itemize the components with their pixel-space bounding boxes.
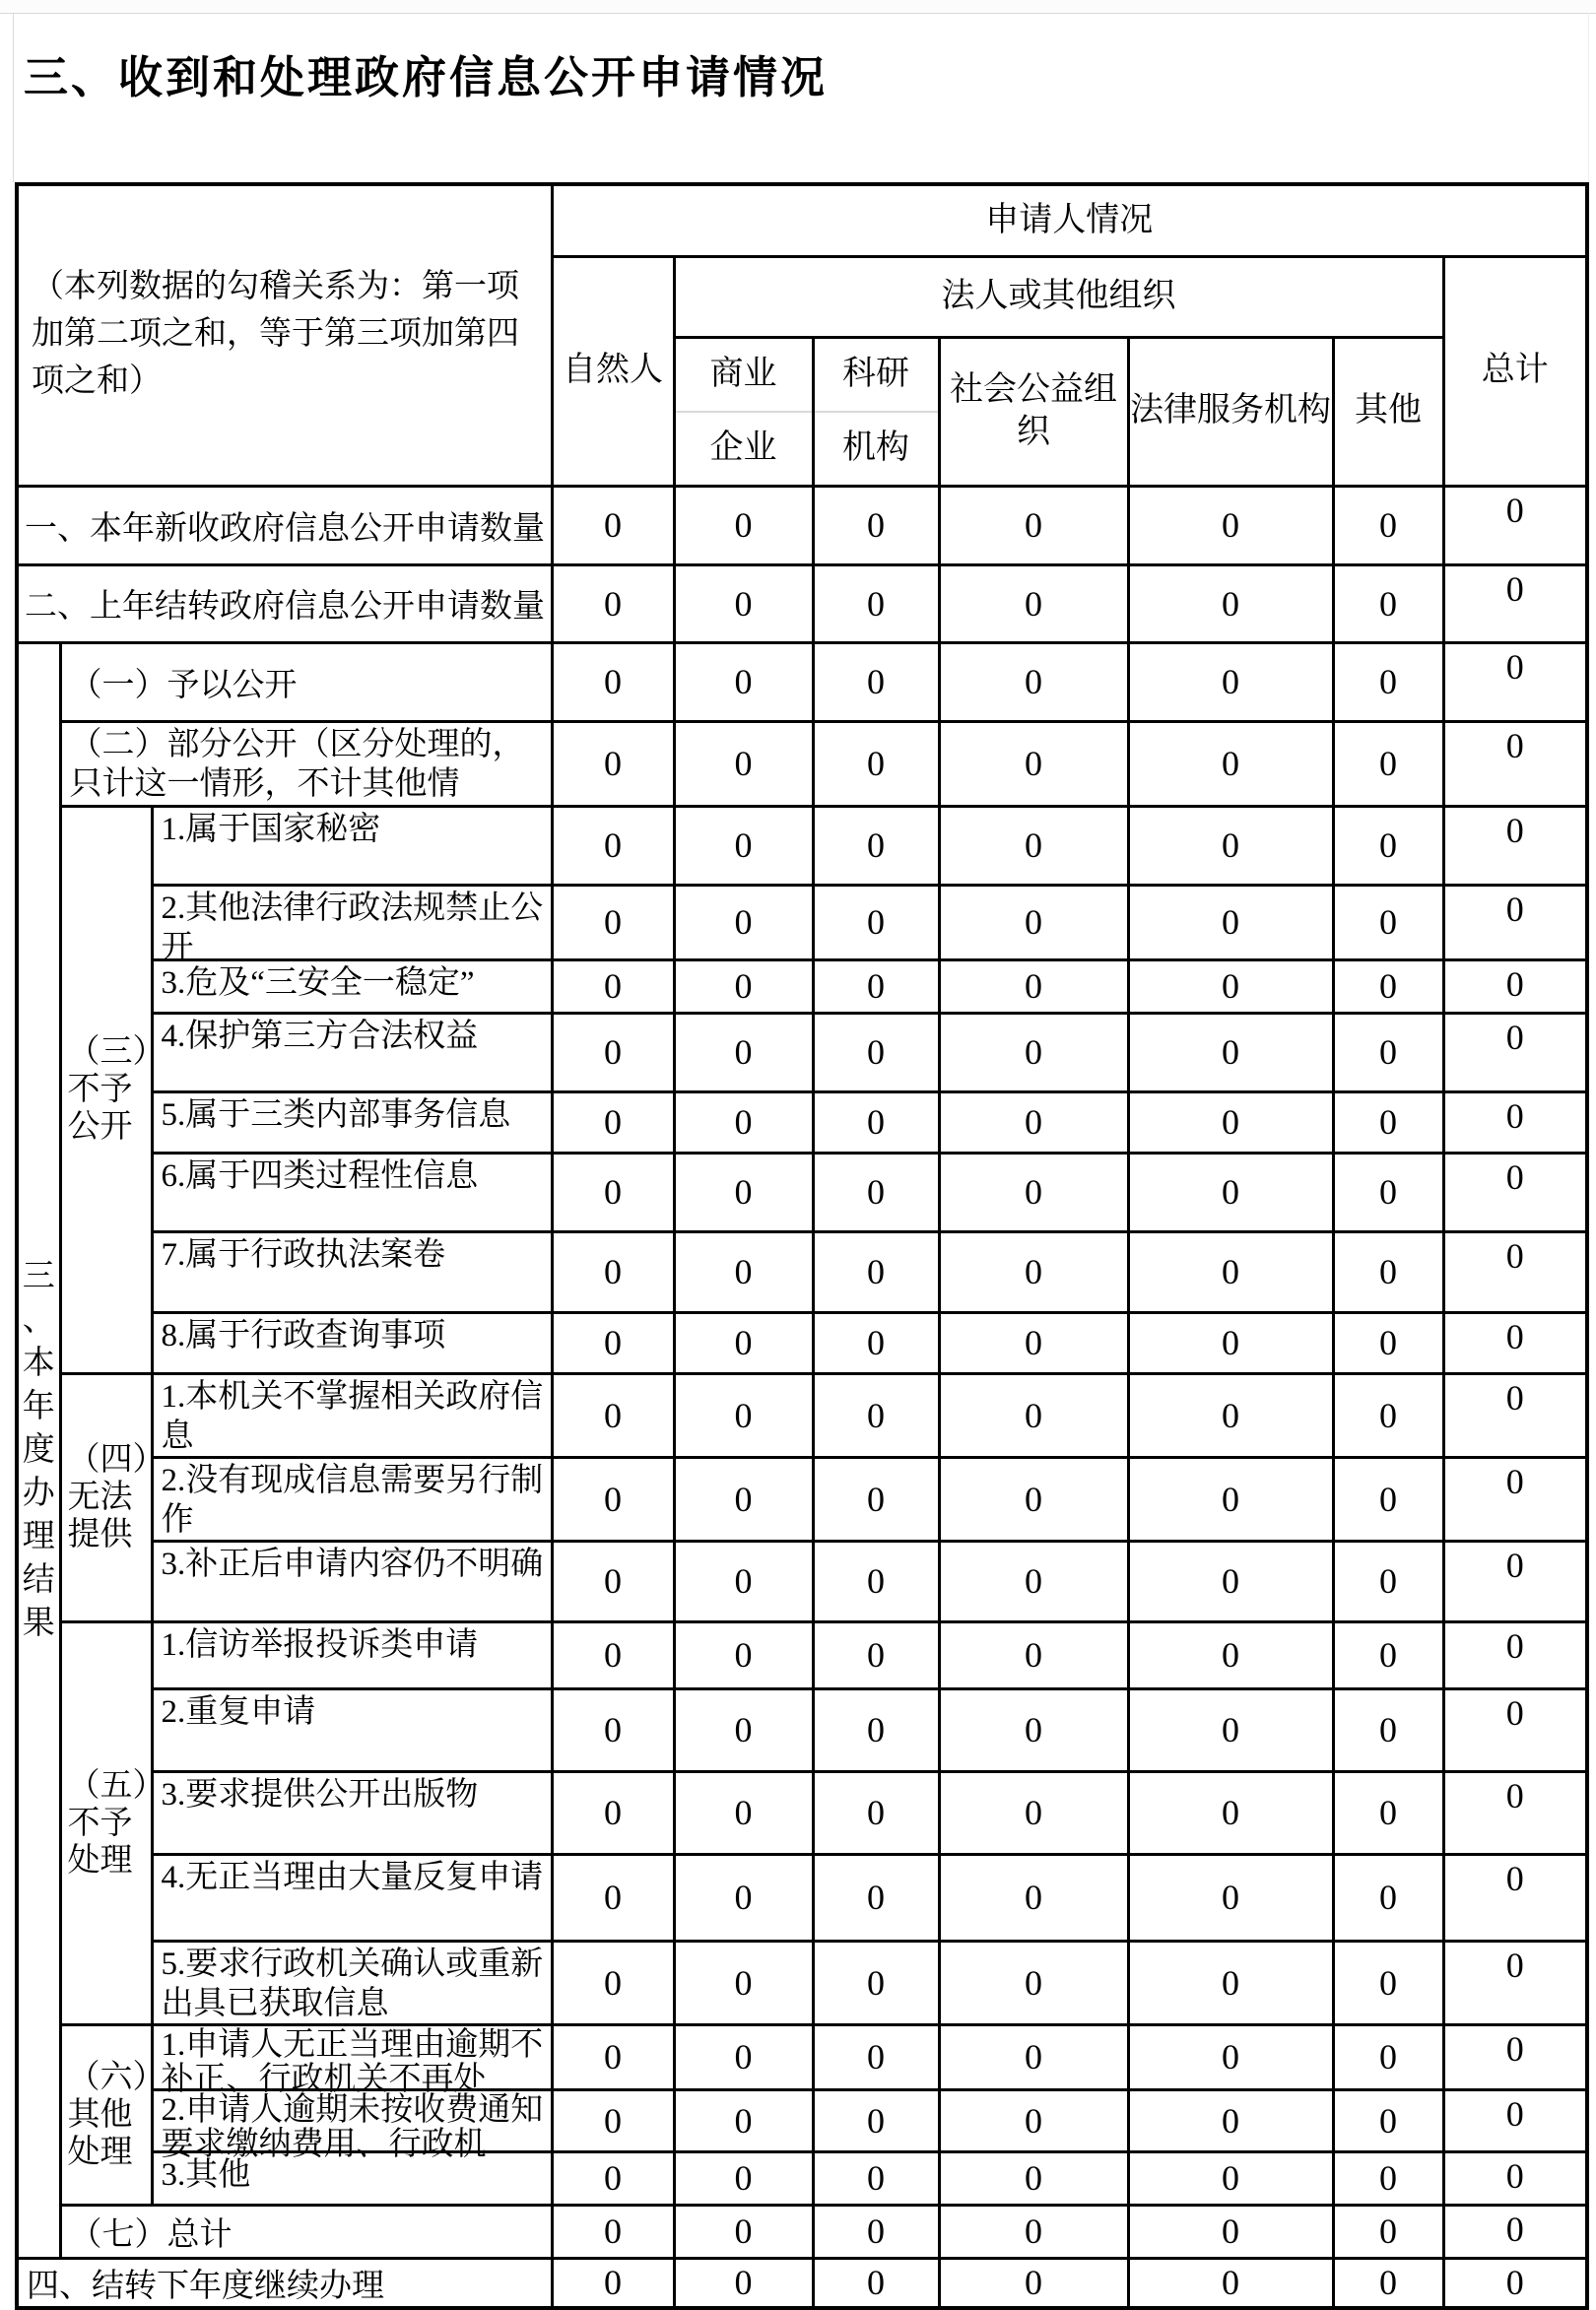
header-row-1 xyxy=(17,184,1587,256)
value-cell: 0 xyxy=(939,1312,1128,1373)
value-cell: 0 xyxy=(1443,2089,1587,2151)
value-cell: 0 xyxy=(1333,1457,1443,1541)
value-cell: 0 xyxy=(1333,1541,1443,1621)
value-cell: 0 xyxy=(1333,642,1443,721)
header-commercial-enterprise xyxy=(674,337,813,486)
value-cell: 0 xyxy=(674,1688,813,1771)
value-cell: 0 xyxy=(1443,1941,1587,2024)
value-cell: 0 xyxy=(939,486,1128,564)
value-cell: 0 xyxy=(1443,1771,1587,1854)
value-cell: 0 xyxy=(552,1312,674,1373)
sheet-top-gridline xyxy=(0,0,1596,14)
value-cell: 0 xyxy=(1128,806,1333,885)
value-cell: 0 xyxy=(674,564,813,642)
value-cell: 0 xyxy=(813,959,939,1013)
row-label: 5.要求行政机关确认或重新出具已获取信息 xyxy=(152,1941,552,2024)
value-cell: 0 xyxy=(674,2024,813,2089)
value-cell: 0 xyxy=(813,1231,939,1312)
section-annual-results-label: 三、本年度办理结果 xyxy=(17,642,60,2258)
value-cell: 0 xyxy=(552,1231,674,1312)
value-cell: 0 xyxy=(939,1771,1128,1854)
row-label: 2.申请人逾期未按收费通知要求缴纳费用、行政机 xyxy=(152,2089,552,2151)
value-cell: 0 xyxy=(939,1153,1128,1231)
header-social-welfare-org: 社会公益组织 xyxy=(939,337,1128,486)
value-cell: 0 xyxy=(813,1153,939,1231)
value-cell: 0 xyxy=(1128,2089,1333,2151)
header-other: 其他 xyxy=(1333,337,1443,486)
value-cell: 0 xyxy=(939,959,1128,1013)
table-row xyxy=(17,1541,1587,1621)
value-cell: 0 xyxy=(939,2024,1128,2089)
table-row xyxy=(17,721,1587,806)
value-cell: 0 xyxy=(813,1771,939,1854)
table-row xyxy=(17,1941,1587,2024)
value-cell: 0 xyxy=(1443,1153,1587,1231)
value-cell: 0 xyxy=(1333,721,1443,806)
value-cell: 0 xyxy=(1443,1091,1587,1153)
row-label: 一、本年新收政府信息公开申请数量 xyxy=(17,486,552,564)
value-cell: 0 xyxy=(939,564,1128,642)
row-label: 1.本机关不掌握相关政府信息 xyxy=(152,1373,552,1457)
value-cell: 0 xyxy=(1333,2024,1443,2089)
value-cell: 0 xyxy=(1128,1373,1333,1457)
value-cell: 0 xyxy=(939,1457,1128,1541)
value-cell: 0 xyxy=(1443,885,1587,959)
value-cell: 0 xyxy=(674,885,813,959)
header-research-institution xyxy=(813,337,939,486)
row-label: 四、结转下年度继续办理 xyxy=(17,2258,552,2308)
value-cell: 0 xyxy=(813,1013,939,1091)
value-cell: 0 xyxy=(813,1621,939,1688)
value-cell: 0 xyxy=(1128,564,1333,642)
table-row xyxy=(17,959,1587,1013)
value-cell: 0 xyxy=(1128,2024,1333,2089)
row-label: 3.要求提供公开出版物 xyxy=(152,1771,552,1854)
value-cell: 0 xyxy=(674,1621,813,1688)
value-cell: 0 xyxy=(813,885,939,959)
value-cell: 0 xyxy=(552,721,674,806)
sheet-left-gridline xyxy=(13,13,14,182)
value-cell: 0 xyxy=(1443,486,1587,564)
value-cell: 0 xyxy=(552,959,674,1013)
value-cell: 0 xyxy=(1333,1688,1443,1771)
row-label: 3.其他 xyxy=(152,2151,552,2205)
value-cell: 0 xyxy=(1333,2089,1443,2151)
table-row xyxy=(17,1854,1587,1941)
table-row xyxy=(17,486,1587,564)
value-cell: 0 xyxy=(813,1457,939,1541)
value-cell: 0 xyxy=(552,642,674,721)
value-cell: 0 xyxy=(1333,806,1443,885)
value-cell: 0 xyxy=(1128,1457,1333,1541)
value-cell: 0 xyxy=(939,1941,1128,2024)
table-row xyxy=(17,1688,1587,1771)
value-cell: 0 xyxy=(1443,1621,1587,1688)
value-cell: 0 xyxy=(1128,2151,1333,2205)
value-cell: 0 xyxy=(552,1373,674,1457)
value-cell: 0 xyxy=(813,1373,939,1457)
value-cell: 0 xyxy=(1128,1771,1333,1854)
row-label: 二、上年结转政府信息公开申请数量 xyxy=(17,564,552,642)
value-cell: 0 xyxy=(813,1854,939,1941)
row-label: 5.属于三类内部事务信息 xyxy=(152,1091,552,1153)
header-legal-or-other-org: 法人或其他组织 xyxy=(674,256,1443,337)
value-cell: 0 xyxy=(1333,1153,1443,1231)
value-cell: 0 xyxy=(552,2205,674,2258)
value-cell: 0 xyxy=(939,1091,1128,1153)
value-cell: 0 xyxy=(552,1941,674,2024)
header-natural-person: 自然人 xyxy=(552,256,674,486)
value-cell: 0 xyxy=(552,486,674,564)
table-row xyxy=(17,564,1587,642)
value-cell: 0 xyxy=(939,1621,1128,1688)
value-cell: 0 xyxy=(939,2258,1128,2308)
header-applicant-group: 申请人情况 xyxy=(552,184,1587,256)
value-cell: 0 xyxy=(1443,1231,1587,1312)
row-label: 1.属于国家秘密 xyxy=(152,806,552,885)
value-cell: 0 xyxy=(813,806,939,885)
page-title: 三、收到和处理政府信息公开申请情况 xyxy=(24,52,829,102)
header-commercial-line1: 商业 xyxy=(709,355,777,392)
value-cell: 0 xyxy=(813,486,939,564)
value-cell: 0 xyxy=(939,2205,1128,2258)
value-cell: 0 xyxy=(552,1541,674,1621)
value-cell: 0 xyxy=(813,1312,939,1373)
value-cell: 0 xyxy=(1333,1373,1443,1457)
value-cell: 0 xyxy=(939,642,1128,721)
value-cell: 0 xyxy=(674,1941,813,2024)
header-research-line1: 科研 xyxy=(842,355,909,392)
value-cell: 0 xyxy=(1333,1941,1443,2024)
value-cell: 0 xyxy=(674,806,813,885)
row-label: 7.属于行政执法案卷 xyxy=(152,1231,552,1312)
value-cell: 0 xyxy=(552,1153,674,1231)
group-not-processed-label: （五）不予处理 xyxy=(60,1621,152,2024)
value-cell: 0 xyxy=(1333,486,1443,564)
row-label: （二）部分公开（区分处理的，只计这一情形，不计其他情 xyxy=(60,721,552,806)
table-row xyxy=(17,1373,1587,1457)
value-cell: 0 xyxy=(674,486,813,564)
value-cell: 0 xyxy=(674,1457,813,1541)
value-cell: 0 xyxy=(813,1688,939,1771)
value-cell: 0 xyxy=(552,2089,674,2151)
table-row xyxy=(17,1457,1587,1541)
value-cell: 0 xyxy=(674,1373,813,1457)
value-cell: 0 xyxy=(813,721,939,806)
value-cell: 0 xyxy=(813,1541,939,1621)
value-cell: 0 xyxy=(1128,1153,1333,1231)
value-cell: 0 xyxy=(552,806,674,885)
value-cell: 0 xyxy=(1333,1854,1443,1941)
value-cell: 0 xyxy=(813,2151,939,2205)
row-label: 1.申请人无正当理由逾期不补正、行政机关不再处 xyxy=(152,2024,552,2089)
value-cell: 0 xyxy=(674,721,813,806)
value-cell: 0 xyxy=(674,1771,813,1854)
table-row xyxy=(17,1312,1587,1373)
value-cell: 0 xyxy=(1333,2151,1443,2205)
value-cell: 0 xyxy=(1443,1457,1587,1541)
value-cell: 0 xyxy=(552,1091,674,1153)
table-row xyxy=(17,2024,1587,2089)
header-commercial-line2: 企业 xyxy=(676,411,812,485)
value-cell: 0 xyxy=(674,1854,813,1941)
table-row xyxy=(17,1231,1587,1312)
row-label: 8.属于行政查询事项 xyxy=(152,1312,552,1373)
row-label: 2.其他法律行政法规禁止公开 xyxy=(152,885,552,959)
value-cell: 0 xyxy=(1128,1621,1333,1688)
value-cell: 0 xyxy=(552,564,674,642)
row-label: 3.补正后申请内容仍不明确 xyxy=(152,1541,552,1621)
value-cell: 0 xyxy=(1128,2258,1333,2308)
value-cell: 0 xyxy=(1333,1091,1443,1153)
header-legal-service-org: 法律服务机构 xyxy=(1128,337,1333,486)
value-cell: 0 xyxy=(1128,1231,1333,1312)
value-cell: 0 xyxy=(1443,1312,1587,1373)
row-label: 4.保护第三方合法权益 xyxy=(152,1013,552,1091)
value-cell: 0 xyxy=(1333,2258,1443,2308)
value-cell: 0 xyxy=(1128,1312,1333,1373)
value-cell: 0 xyxy=(1443,642,1587,721)
value-cell: 0 xyxy=(939,721,1128,806)
value-cell: 0 xyxy=(552,1457,674,1541)
table-row xyxy=(17,642,1587,721)
value-cell: 0 xyxy=(674,1153,813,1231)
table-row xyxy=(17,885,1587,959)
value-cell: 0 xyxy=(674,1312,813,1373)
value-cell: 0 xyxy=(813,2258,939,2308)
row-label: 3.危及“三安全一稳定” xyxy=(152,959,552,1013)
value-cell: 0 xyxy=(1443,564,1587,642)
value-cell: 0 xyxy=(552,885,674,959)
value-cell: 0 xyxy=(674,1091,813,1153)
value-cell: 0 xyxy=(813,2089,939,2151)
value-cell: 0 xyxy=(1128,2205,1333,2258)
value-cell: 0 xyxy=(939,1231,1128,1312)
value-cell: 0 xyxy=(1333,1231,1443,1312)
header-total: 总计 xyxy=(1443,256,1587,486)
reconciliation-note: （本列数据的勾稽关系为：第一项加第二项之和，等于第三项加第四项之和） xyxy=(32,269,519,400)
value-cell: 0 xyxy=(1333,1621,1443,1688)
value-cell: 0 xyxy=(939,2151,1128,2205)
value-cell: 0 xyxy=(1128,1013,1333,1091)
value-cell: 0 xyxy=(1443,1373,1587,1457)
value-cell: 0 xyxy=(1333,1771,1443,1854)
value-cell: 0 xyxy=(674,959,813,1013)
value-cell: 0 xyxy=(939,1013,1128,1091)
value-cell: 0 xyxy=(1128,1941,1333,2024)
value-cell: 0 xyxy=(674,2151,813,2205)
value-cell: 0 xyxy=(1333,564,1443,642)
value-cell: 0 xyxy=(1443,1688,1587,1771)
value-cell: 0 xyxy=(674,1231,813,1312)
value-cell: 0 xyxy=(674,2258,813,2308)
value-cell: 0 xyxy=(1128,486,1333,564)
value-cell: 0 xyxy=(1443,2205,1587,2258)
value-cell: 0 xyxy=(1443,1541,1587,1621)
table-row xyxy=(17,806,1587,885)
value-cell: 0 xyxy=(1128,885,1333,959)
value-cell: 0 xyxy=(813,642,939,721)
value-cell: 0 xyxy=(813,2205,939,2258)
value-cell: 0 xyxy=(1128,1688,1333,1771)
group-other-processing-label: （六）其他处理 xyxy=(60,2024,152,2205)
row-label: 2.没有现成信息需要另行制作 xyxy=(152,1457,552,1541)
value-cell: 0 xyxy=(813,2024,939,2089)
row-label: 1.信访举报投诉类申请 xyxy=(152,1621,552,1688)
value-cell: 0 xyxy=(1128,721,1333,806)
value-cell: 0 xyxy=(939,1854,1128,1941)
value-cell: 0 xyxy=(1443,2151,1587,2205)
table-row xyxy=(17,1091,1587,1153)
value-cell: 0 xyxy=(939,1373,1128,1457)
table-row xyxy=(17,2089,1587,2151)
value-cell: 0 xyxy=(674,1541,813,1621)
table-row xyxy=(17,1771,1587,1854)
value-cell: 0 xyxy=(674,2089,813,2151)
header-research-line2: 机构 xyxy=(815,411,938,485)
value-cell: 0 xyxy=(939,885,1128,959)
value-cell: 0 xyxy=(1443,1013,1587,1091)
table-row xyxy=(17,2258,1587,2308)
value-cell: 0 xyxy=(1128,1854,1333,1941)
value-cell: 0 xyxy=(1333,1312,1443,1373)
row-label: 4.无正当理由大量反复申请 xyxy=(152,1854,552,1941)
value-cell: 0 xyxy=(552,1688,674,1771)
value-cell: 0 xyxy=(939,806,1128,885)
value-cell: 0 xyxy=(813,1091,939,1153)
table-row xyxy=(17,1621,1587,1688)
value-cell: 0 xyxy=(939,1541,1128,1621)
group-unable-to-provide-label: （四）无法提供 xyxy=(60,1373,152,1621)
value-cell: 0 xyxy=(1443,1854,1587,1941)
value-cell: 0 xyxy=(552,2024,674,2089)
value-cell: 0 xyxy=(552,1013,674,1091)
value-cell: 0 xyxy=(939,2089,1128,2151)
value-cell: 0 xyxy=(674,2205,813,2258)
value-cell: 0 xyxy=(552,1621,674,1688)
value-cell: 0 xyxy=(1443,721,1587,806)
value-cell: 0 xyxy=(1333,1013,1443,1091)
table-row xyxy=(17,1153,1587,1231)
group-not-disclosed-label: （三）不予公开 xyxy=(60,806,152,1373)
value-cell: 0 xyxy=(552,2151,674,2205)
value-cell: 0 xyxy=(1443,959,1587,1013)
value-cell: 0 xyxy=(674,642,813,721)
table-row xyxy=(17,1013,1587,1091)
row-label: 6.属于四类过程性信息 xyxy=(152,1153,552,1231)
applications-table xyxy=(15,182,1589,2310)
value-cell: 0 xyxy=(1128,1541,1333,1621)
value-cell: 0 xyxy=(1128,1091,1333,1153)
value-cell: 0 xyxy=(1333,959,1443,1013)
value-cell: 0 xyxy=(674,1013,813,1091)
row-label: （七）总计 xyxy=(60,2205,552,2258)
value-cell: 0 xyxy=(939,1688,1128,1771)
value-cell: 0 xyxy=(813,1941,939,2024)
note-cell xyxy=(17,184,552,486)
value-cell: 0 xyxy=(1128,642,1333,721)
row-label: 2.重复申请 xyxy=(152,1688,552,1771)
value-cell: 0 xyxy=(1333,2205,1443,2258)
row-label: （一）予以公开 xyxy=(60,642,552,721)
value-cell: 0 xyxy=(1333,885,1443,959)
value-cell: 0 xyxy=(1443,2258,1587,2308)
table-row xyxy=(17,2205,1587,2258)
value-cell: 0 xyxy=(552,2258,674,2308)
value-cell: 0 xyxy=(813,564,939,642)
value-cell: 0 xyxy=(552,1854,674,1941)
value-cell: 0 xyxy=(1128,959,1333,1013)
value-cell: 0 xyxy=(1443,2024,1587,2089)
value-cell: 0 xyxy=(552,1771,674,1854)
value-cell: 0 xyxy=(1443,806,1587,885)
